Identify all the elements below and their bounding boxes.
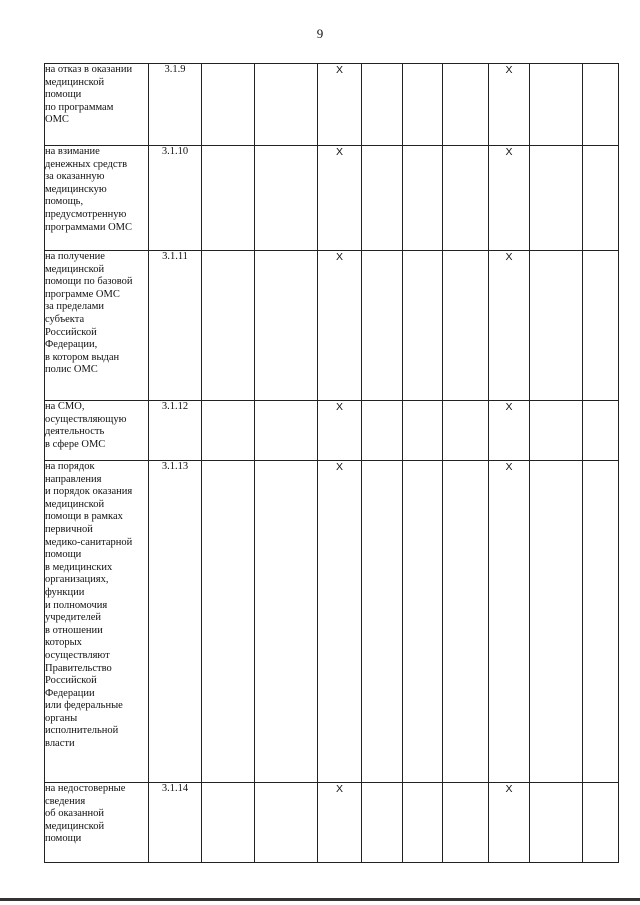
empty-cell bbox=[202, 783, 255, 863]
empty-cell bbox=[583, 251, 619, 401]
page-number: 9 bbox=[316, 26, 324, 41]
x-mark: X bbox=[489, 64, 530, 146]
table-row bbox=[45, 251, 619, 401]
empty-cell bbox=[362, 461, 403, 783]
table-row bbox=[45, 146, 619, 251]
empty-cell bbox=[255, 146, 318, 251]
table-row bbox=[45, 783, 619, 863]
row-description: на отказ в оказании медицинской помощи по программам ОМС bbox=[45, 64, 149, 146]
x-mark: X bbox=[489, 146, 530, 251]
complaints-table bbox=[44, 63, 619, 863]
x-mark: X bbox=[318, 251, 362, 401]
row-code: 3.1.13 bbox=[149, 461, 202, 783]
empty-cell bbox=[403, 251, 443, 401]
empty-cell bbox=[443, 64, 489, 146]
row-code: 3.1.10 bbox=[149, 146, 202, 251]
empty-cell bbox=[443, 146, 489, 251]
table-row bbox=[45, 64, 619, 146]
table-row bbox=[45, 401, 619, 461]
empty-cell bbox=[443, 783, 489, 863]
empty-cell bbox=[530, 461, 583, 783]
empty-cell bbox=[403, 783, 443, 863]
table-row bbox=[45, 461, 619, 783]
empty-cell bbox=[583, 461, 619, 783]
empty-cell bbox=[403, 64, 443, 146]
empty-cell bbox=[530, 401, 583, 461]
empty-cell bbox=[255, 401, 318, 461]
row-description: на СМО, осуществляющую деятельность в сфере ОМС bbox=[45, 401, 149, 461]
empty-cell bbox=[362, 783, 403, 863]
empty-cell bbox=[255, 251, 318, 401]
bottom-rule bbox=[0, 898, 640, 901]
empty-cell bbox=[583, 401, 619, 461]
empty-cell bbox=[255, 783, 318, 863]
empty-cell bbox=[202, 146, 255, 251]
x-mark: X bbox=[489, 461, 530, 783]
x-mark: X bbox=[318, 783, 362, 863]
x-mark: X bbox=[318, 146, 362, 251]
empty-cell bbox=[362, 251, 403, 401]
empty-cell bbox=[362, 146, 403, 251]
x-mark: X bbox=[489, 783, 530, 863]
x-mark: X bbox=[489, 251, 530, 401]
empty-cell bbox=[443, 461, 489, 783]
empty-cell bbox=[202, 251, 255, 401]
empty-cell bbox=[530, 783, 583, 863]
empty-cell bbox=[583, 783, 619, 863]
row-description: на получение медицинской помощи по базовой программе ОМС за пределами субъекта Российской Федерации, в котором выдан полис ОМС bbox=[45, 251, 149, 401]
empty-cell bbox=[443, 401, 489, 461]
empty-cell bbox=[530, 64, 583, 146]
empty-cell bbox=[403, 401, 443, 461]
empty-cell bbox=[530, 251, 583, 401]
empty-cell bbox=[202, 401, 255, 461]
empty-cell bbox=[403, 461, 443, 783]
x-mark: X bbox=[489, 401, 530, 461]
empty-cell bbox=[202, 64, 255, 146]
row-description: на недостоверные сведения об оказанной медицинской помощи bbox=[45, 783, 149, 863]
empty-cell bbox=[202, 461, 255, 783]
empty-cell bbox=[443, 251, 489, 401]
row-code: 3.1.11 bbox=[149, 251, 202, 401]
row-description: на порядок направления и порядок оказания медицинской помощи в рамках первичной медико-санитарной помощи в медицинских организациях, функции и полномочия учредителей в отношении которых осуществляют Правительство Российской Федерации или федеральные органы исполнительной власти bbox=[45, 461, 149, 783]
row-description: на взимание денежных средств за оказанную медицинскую помощь, предусмотренную программами ОМС bbox=[45, 146, 149, 251]
row-code: 3.1.14 bbox=[149, 783, 202, 863]
empty-cell bbox=[403, 146, 443, 251]
empty-cell bbox=[530, 146, 583, 251]
row-code: 3.1.9 bbox=[149, 64, 202, 146]
empty-cell bbox=[362, 401, 403, 461]
x-mark: X bbox=[318, 64, 362, 146]
empty-cell bbox=[583, 146, 619, 251]
row-code: 3.1.12 bbox=[149, 401, 202, 461]
empty-cell bbox=[255, 64, 318, 146]
empty-cell bbox=[583, 64, 619, 146]
empty-cell bbox=[255, 461, 318, 783]
empty-cell bbox=[362, 64, 403, 146]
x-mark: X bbox=[318, 461, 362, 783]
x-mark: X bbox=[318, 401, 362, 461]
